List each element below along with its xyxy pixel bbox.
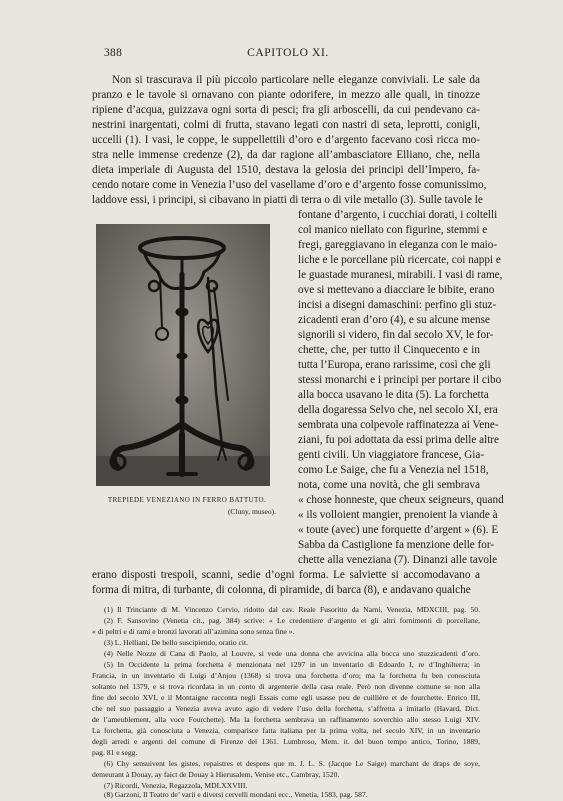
body-line: ziani, fu poi adottata da essi prima delle altre: [298, 434, 499, 446]
tripod-photograph: [96, 224, 270, 486]
footnote: (4) Nelle Nozze di Cana di Paolo, al Louvre, si vede una donna che avvicina alla bocca uno stuzzicadenti d’oro.: [104, 649, 480, 658]
body-line: fontane d’argento, i cucchiai dorati, i coltelli: [298, 209, 498, 221]
footnote: (1) Il Trinciante di M. Vincenzo Cervio, ridotto dal cav. Reale Fusoritto da Narni, Venezia, MDXCIII, pag. 50.: [104, 605, 480, 614]
footnote: La forchetta, già conosciuta a Venezia, comparisce fatta italiana per la prima volta, nel secolo XIV, in un inventario: [92, 726, 480, 735]
body-line: liche e le porcellane più ricercate, coi nappi e: [298, 254, 501, 266]
body-line: della dogaressa Selvo che, nel secolo XI, era: [298, 404, 498, 416]
body-line: signorili si videro, fin dal secolo XV, le for-: [298, 329, 494, 341]
body-line: dieta imperiale di Augusta del 1510, destava la gelosia dei principi dell’Impero, fa-: [92, 164, 480, 176]
body-line: Sabba da Castiglione fa menzione delle for-: [298, 539, 495, 551]
body-line: nota, come una novità, che gli sembrava: [298, 479, 480, 491]
body-line: « ils volloient mangier, prenoient la viande à: [298, 509, 498, 521]
body-line: sembrata una colpevole raffinatezza ai Vene-: [298, 419, 499, 431]
body-line: chette alla veneziana (7). Dinanzi alle tavole: [298, 554, 498, 566]
body-line: uccelli (1). I vasi, le coppe, le suppellettili d’oro e d’argento facevano così ricca mo-: [92, 134, 480, 146]
figure-credit: (Cluny, museo).: [227, 507, 276, 516]
body-line: laddove essi, i principi, si cibavano in piatti di terra o di vile metallo (3). Sulle tavole le: [92, 194, 483, 206]
body-line: pranzo e le tavole si ornavano con piante odorifere, in mezzo alle quali, in tinozze: [92, 89, 480, 101]
body-line: cendo notare come in Venezia l’uso del vasellame d’oro e d’argento fosse comunissimo,: [92, 179, 487, 191]
body-line: erano disposti trespoli, scanni, sedie d’ogni forma. Le salviette si accomodavano a: [92, 569, 480, 581]
body-line: Non si trascurava il più piccolo particolare nelle eleganze conviviali. Le sale da: [112, 74, 480, 86]
body-line: fregi, gareggiavano in eleganza con le maio-: [298, 239, 498, 251]
footnote: fine del secolo XVI, e il Montaigne racconta negli Essais come egli usasse peu de cuillière et de fourchette. Enrico III,: [92, 693, 480, 702]
footnote: Francia, in un inventario di Luigi d’Anjou (1368) si trova una forchetta d’oro; ma la forchetta fu ben conosciuta: [92, 671, 480, 680]
body-line: incisi a disegni damaschini: perfino gli stuz-: [298, 299, 497, 311]
footnote: (7) Ricordi, Venezia, Regazzola, MDLXXVIII.: [104, 781, 248, 790]
body-line: como Le Saige, che fu a Venezia nel 1518,: [298, 464, 489, 476]
footnote: (2) F. Sansovino (Venetia cit., pag. 384) scrive: « Le credentiere d’argento et gli altri fornimenti di porcellane,: [104, 616, 480, 625]
body-line: tutta l’Europa, erano rarissime, così che gli: [298, 359, 491, 371]
footnote: (6) Chy sensuivent les gistes, repaistres et despens que m. J. L. S. (Jacque Le Saige) marchant de draps de soye,: [104, 759, 480, 768]
footnote: (3) L. Helliani, De bello suscipiendo, oratio cit.: [104, 638, 249, 647]
body-line: ove si mettevano a diacciare le bibite, erano: [298, 284, 495, 296]
footnote: de l’ameublement, alla voce Fourchette). Ma la forchetta sembrava un raffinamento soverchio allo stesso Luigi XIV.: [92, 715, 480, 724]
body-line: col manico niellato con figurine, stemmi e: [298, 224, 488, 236]
footnote: (8) Garzoni, Il Teatro de’ varii e diversi cervelli mondani ecc., Venetia, 1583, pag. 587.: [104, 790, 368, 799]
chapter-title: CAPITOLO XI.: [247, 47, 329, 59]
footnote: degli arredi e argenti del comune di Firenze del 1361. Lumbroso, Mem. it. del buon tempo antico, Torino, 1889,: [92, 737, 480, 746]
footnote: (5) In Occidente la prima forchetta è menzionata nel 1297 in un inventario di Edoardo I, re d’Inghilterra; in: [104, 660, 480, 669]
body-line: nestrini inargentati, colmi di frutta, stavano legati con nastri di seta, leprotti, conigli,: [92, 119, 480, 131]
body-line: chette, che, per tutto il Cinquecento e in: [298, 344, 480, 356]
body-line: ripiene d’acqua, guizzava ogni sorta di pesci; fra gli arboscelli, da cui pendevano ca-: [92, 104, 480, 116]
footnote: pag. 81 e segg.: [92, 748, 138, 757]
body-line: genti civili. Un viaggiatore francese, Gia-: [298, 449, 485, 461]
footnote: che nel suo passaggio a Venezia aveva avuto agio di vedere l’uso della forchetta, s’affretta a imitarlo (Havard, Dict.: [92, 704, 480, 713]
body-line: forma di mitra, di turbante, di colonna, di piramide, di barca (8), e andavano qualche: [92, 584, 471, 596]
body-line: stessi monarchi e i principi per portare il cibo: [298, 374, 502, 386]
figure-caption: TREPIEDE VENEZIANO IN FERRO BATTUTO.: [107, 496, 267, 504]
body-line: le guastade muranesi, mirabili. I vasi di rame,: [298, 269, 503, 281]
footnote: demeurant à Douay, ay faict de Douay à Hierusalem, Venise etc., Cambray, 1520.: [92, 770, 340, 779]
footnote: « di peltri e di rami e bronzi lavorati all’azimina sono senza fine ».: [92, 627, 295, 636]
body-line: « chose honneste, que cheux seigneurs, quand: [298, 494, 504, 506]
footnote: soltanto nel 1379, e si trova ricordata in un conto di argenterie della casa reale. Però non divenne comune se non alla: [92, 682, 480, 691]
tripod-illustration: [96, 224, 270, 486]
body-line: stra nelle immense credenze (2), da dar ragione all’ambasciatore Elliano, che, nella: [92, 149, 480, 161]
body-line: zicadenti eran d’oro (4), e su alcune mense: [298, 314, 490, 326]
page-number: 388: [104, 47, 123, 59]
body-line: alla bocca usavano le dita (5). La forchetta: [298, 389, 489, 401]
body-line: « toute (avec) une forquette d’argent » (6). E: [298, 524, 499, 536]
